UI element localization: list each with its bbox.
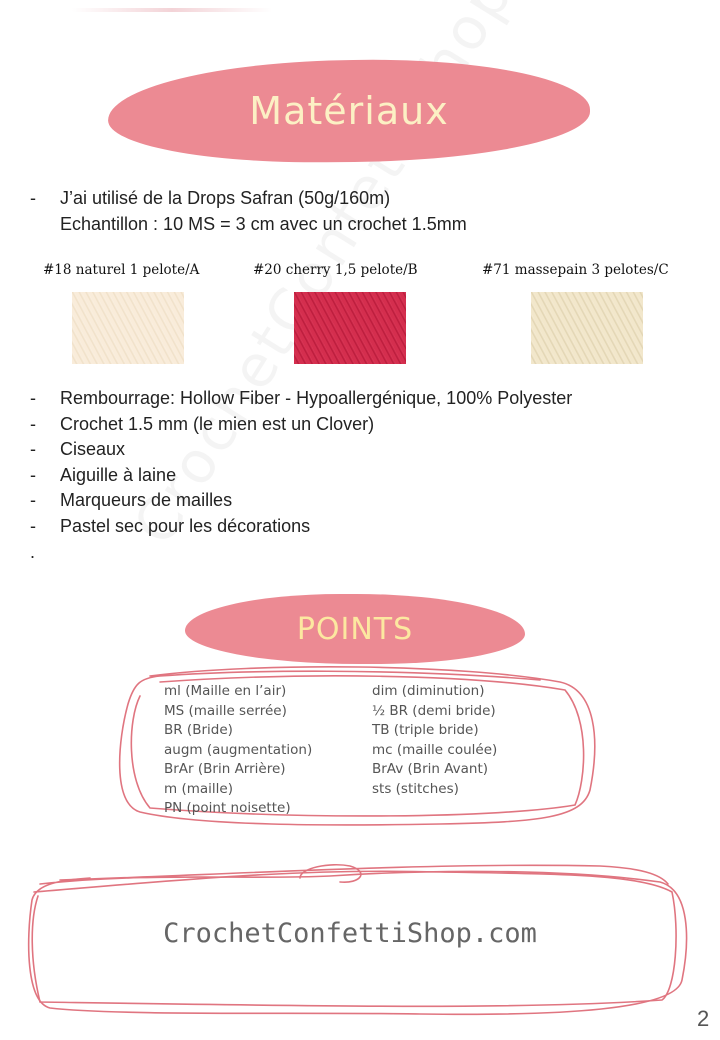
- abbreviation-item: mc (maille coulée): [372, 741, 498, 758]
- abbreviations-right-column: [372, 682, 497, 799]
- material-item: Marqueurs de mailles: [60, 490, 233, 510]
- bullet-dash: -: [30, 388, 36, 408]
- abbreviation-item: TB (triple bride): [372, 722, 479, 738]
- abbreviation-item: ml (Maille en l’air): [164, 683, 287, 699]
- bullet-dash: -: [30, 490, 36, 510]
- bullet-dash: -: [30, 515, 36, 536]
- material-item: Crochet 1.5 mm (le mien est un Clover): [60, 413, 375, 434]
- abbreviations-left-column: [164, 682, 312, 819]
- material-item: Pastel sec pour les décorations: [60, 515, 311, 536]
- bullet-dash: -: [30, 413, 36, 434]
- abbreviation-item: BrAr (Brin Arrière): [164, 761, 286, 777]
- bullet-dash: -: [30, 188, 36, 208]
- abbreviation-item: PN (point noisette): [164, 800, 291, 816]
- website-frame-loop: [300, 865, 361, 882]
- material-item: Rembourrage: Hollow Fiber - Hypoallergénique, 100% Polyester: [60, 388, 573, 408]
- abbreviation-item: m (maille): [164, 780, 233, 797]
- page-number: 2: [697, 1006, 710, 1031]
- abbreviation-item: augm (augmentation): [164, 741, 313, 758]
- yarn-info-line: J’ai utilisé de la Drops Safran (50g/160m): [60, 188, 391, 208]
- bullet-dash: -: [30, 464, 36, 485]
- material-item: Aiguille à laine: [60, 464, 177, 485]
- yarn-label-natural: #18 naturel 1 pelote/A: [43, 262, 200, 278]
- abbreviation-item: ½ BR (demi bride): [372, 702, 496, 719]
- page-title: Matériaux: [249, 89, 449, 133]
- trailing-dot: .: [30, 542, 36, 562]
- abbreviation-item: BrAv (Brin Avant): [372, 761, 489, 777]
- gauge-info-line: Echantillon : 10 MS = 3 cm avec un crochet 1.5mm: [60, 213, 467, 234]
- abbreviation-item: dim (diminution): [372, 683, 485, 699]
- website-link[interactable]: CrochetConfettiShop.com: [163, 918, 537, 949]
- abbreviation-item: sts (stitches): [372, 780, 459, 797]
- abbreviation-item: BR (Bride): [164, 722, 233, 738]
- bullet-dash: -: [30, 439, 36, 459]
- points-heading: POINTS: [296, 611, 414, 647]
- abbreviation-item: MS (maille serrée): [164, 702, 287, 719]
- material-item: Ciseaux: [60, 439, 126, 459]
- yarn-label-cherry: #20 cherry 1,5 pelote/B: [253, 262, 418, 278]
- yarn-label-massepain: #71 massepain 3 pelotes/C: [482, 262, 669, 278]
